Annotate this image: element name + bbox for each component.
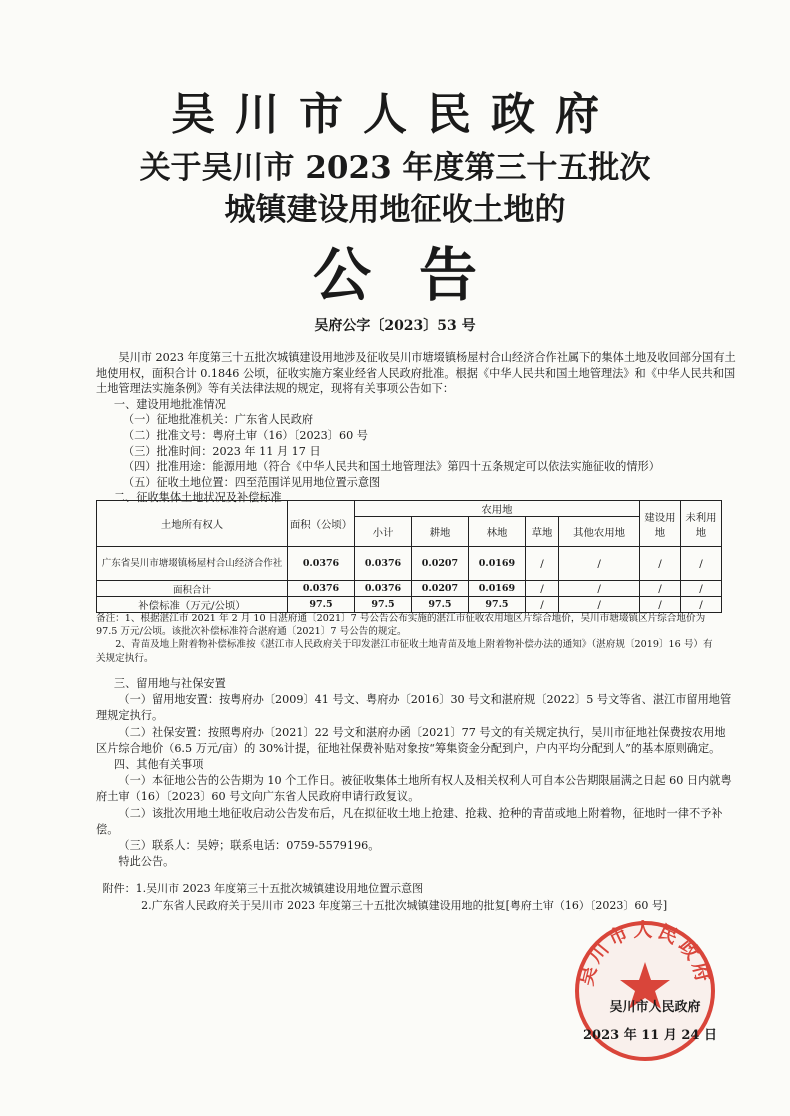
header-cultivated: 耕地 bbox=[411, 517, 468, 547]
header-subtotal: 小计 bbox=[355, 517, 412, 547]
section-4-item: （一）本征地公告的公告期为 10 个工作日。被征收集体土地所有权人及相关权利人可自本公告期限届满之日起 60 日内就粤府土审（16）〔2023〕60 号文向广东省人民政府申请行政复议。 bbox=[96, 774, 732, 804]
issuer-title: 吴川市人民政府 bbox=[171, 89, 619, 140]
note-1: 备注：1、根据湛江市 2021 年 2 月 10 日湛府通〔2021〕7 号公告公布实施的湛江市征收农用地区片综合地价，吴川市塘㙍镇区片综合地价为 97.5 万元/公顷。该批次补偿标准符合湛府通〔2021〕7 号公告的规定。 bbox=[96, 613, 706, 638]
cell-grass: / bbox=[525, 547, 558, 581]
header-other: 其他农用地 bbox=[559, 517, 640, 547]
cell-area: 97.5 bbox=[288, 597, 355, 613]
header-grass: 草地 bbox=[525, 517, 558, 547]
cell-construction: / bbox=[640, 597, 681, 613]
section-3-item: （一）留用地安置：按粤府办〔2009〕41 号文、粤府办〔2016〕30 号文和湛府规〔2022〕5 号文等省、湛江市留用地管理规定执行。 bbox=[96, 693, 732, 723]
closing-line: 特此公告。 bbox=[118, 855, 175, 869]
land-compensation-table bbox=[96, 500, 722, 613]
header-area: 面积（公顷） bbox=[288, 501, 355, 547]
issuing-authority: 吴川市人民政府 bbox=[609, 1000, 701, 1015]
cell-unused: / bbox=[681, 597, 722, 613]
header-construction: 建设用地 bbox=[640, 501, 681, 547]
header-forest: 林地 bbox=[468, 517, 525, 547]
cell-other: / bbox=[559, 597, 640, 613]
section-1-heading: 一、建设用地批准情况 bbox=[113, 397, 226, 411]
table-row bbox=[97, 547, 722, 581]
table-notes bbox=[96, 612, 722, 665]
cell-forest: 0.0169 bbox=[468, 581, 525, 597]
cell-grass: / bbox=[525, 581, 558, 597]
notice-title-line-2: 城镇建设用地征收土地的 bbox=[224, 192, 566, 228]
section-1-item: （一）征地批准机关：广东省人民政府 bbox=[122, 413, 314, 427]
cell-forest: 97.5 bbox=[468, 597, 525, 613]
cell-cultivated: 0.0207 bbox=[411, 581, 468, 597]
seal-text: 吴川市人民政府 bbox=[575, 918, 715, 988]
cell-subtotal: 0.0376 bbox=[355, 581, 412, 597]
issue-date: 2023 年 11 月 24 日 bbox=[583, 1028, 717, 1043]
cell-owner: 广东省吴川市塘㙍镇杨屋村合山经济合作社 bbox=[97, 547, 288, 581]
notice-heading: 公告 bbox=[312, 241, 525, 309]
header-agricultural: 农用地 bbox=[355, 501, 640, 517]
cell-owner: 补偿标准（万元/公顷） bbox=[97, 597, 288, 613]
cell-subtotal: 0.0376 bbox=[355, 547, 412, 581]
note-2: 2、青苗及地上附着物补偿标准按《湛江市人民政府关于印发湛江市征收土地青苗及地上附着物补偿办法的通知》（湛府规〔2019〕16 号）有关规定执行。 bbox=[96, 639, 713, 664]
section-1-item: （二）批准文号：粤府土审（16）〔2023〕60 号 bbox=[122, 428, 368, 442]
cell-subtotal: 97.5 bbox=[355, 597, 412, 613]
cell-other: / bbox=[559, 581, 640, 597]
cell-area: 0.0376 bbox=[288, 581, 355, 597]
cell-owner: 面积合计 bbox=[97, 581, 288, 597]
attachment-2: 2.广东省人民政府关于吴川市 2023 年度第三十五批次城镇建设用地的批复[粤府土审（16）〔2023〕60 号] bbox=[141, 899, 668, 912]
notice-title-line-1: 关于吴川市 2023 年度第三十五批次 bbox=[139, 150, 651, 186]
notice-body bbox=[96, 350, 736, 506]
section-3-item: （二）社保安置：按照粤府办〔2021〕22 号文和湛府办函〔2021〕77 号文的有关规定执行，吴川市征地社保费按农用地区片综合地价（6.5 万元/亩）的 30%计提，征地社保费补贴对象按“筹集资金分配到户，户内平均分配到人”的基本原则确定。 bbox=[96, 725, 726, 755]
attachment-1: 附件：1.吴川市 2023 年度第三十五批次城镇建设用地位置示意图 bbox=[102, 882, 424, 895]
cell-construction: / bbox=[640, 581, 681, 597]
notice-body-continued bbox=[96, 676, 736, 870]
intro-paragraph: 吴川市 2023 年度第三十五批次城镇建设用地涉及征收吴川市塘㙍镇杨屋村合山经济合作社属下的集体土地及收回部分国有土地使用权，面积合计 0.1846 公顷，征收实施方案业经省人民政府批准。根据《中华人民共和国土地管理法》和《中华人民共和国土地管理法实施条例》等有关法律法规的规定，现将有关事项公告如下： bbox=[96, 351, 736, 396]
section-1-item: （三）批准时间：2023 年 11 月 17 日 bbox=[122, 444, 321, 458]
cell-cultivated: 97.5 bbox=[411, 597, 468, 613]
section-1-item: （五）征收土地位置：四至范围详见用地位置示意图 bbox=[122, 475, 381, 489]
table-row bbox=[97, 581, 722, 597]
section-4-item: （三）联系人：吴婷；联系电话：0759-5579196。 bbox=[118, 839, 380, 853]
cell-construction: / bbox=[640, 547, 681, 581]
table-row bbox=[97, 597, 722, 613]
attachments bbox=[96, 880, 746, 914]
section-3-heading: 三、留用地与社保安置 bbox=[113, 677, 226, 690]
cell-area: 0.0376 bbox=[288, 547, 355, 581]
cell-unused: / bbox=[681, 581, 722, 597]
header-owner: 土地所有权人 bbox=[97, 501, 288, 547]
section-2-heading: 二、征收集体土地状况及补偿标准 bbox=[113, 491, 282, 505]
section-4-heading: 四、其他有关事项 bbox=[113, 758, 204, 772]
cell-unused: / bbox=[681, 547, 722, 581]
document-number: 吴府公字〔2023〕53 号 bbox=[314, 318, 476, 334]
cell-grass: / bbox=[525, 597, 558, 613]
cell-other: / bbox=[559, 547, 640, 581]
section-1-item: （四）批准用途：能源用地（符合《中华人民共和国土地管理法》第四十五条规定可以依法实施征收的情形） bbox=[122, 460, 660, 474]
cell-forest: 0.0169 bbox=[468, 547, 525, 581]
section-4-item: （二）该批次用地土地征收启动公告发布后，凡在拟征收土地上抢建、抢栽、抢种的青苗或地上附着物，征地时一律不予补偿。 bbox=[96, 806, 723, 836]
header-unused: 未利用地 bbox=[681, 501, 722, 547]
cell-cultivated: 0.0207 bbox=[411, 547, 468, 581]
